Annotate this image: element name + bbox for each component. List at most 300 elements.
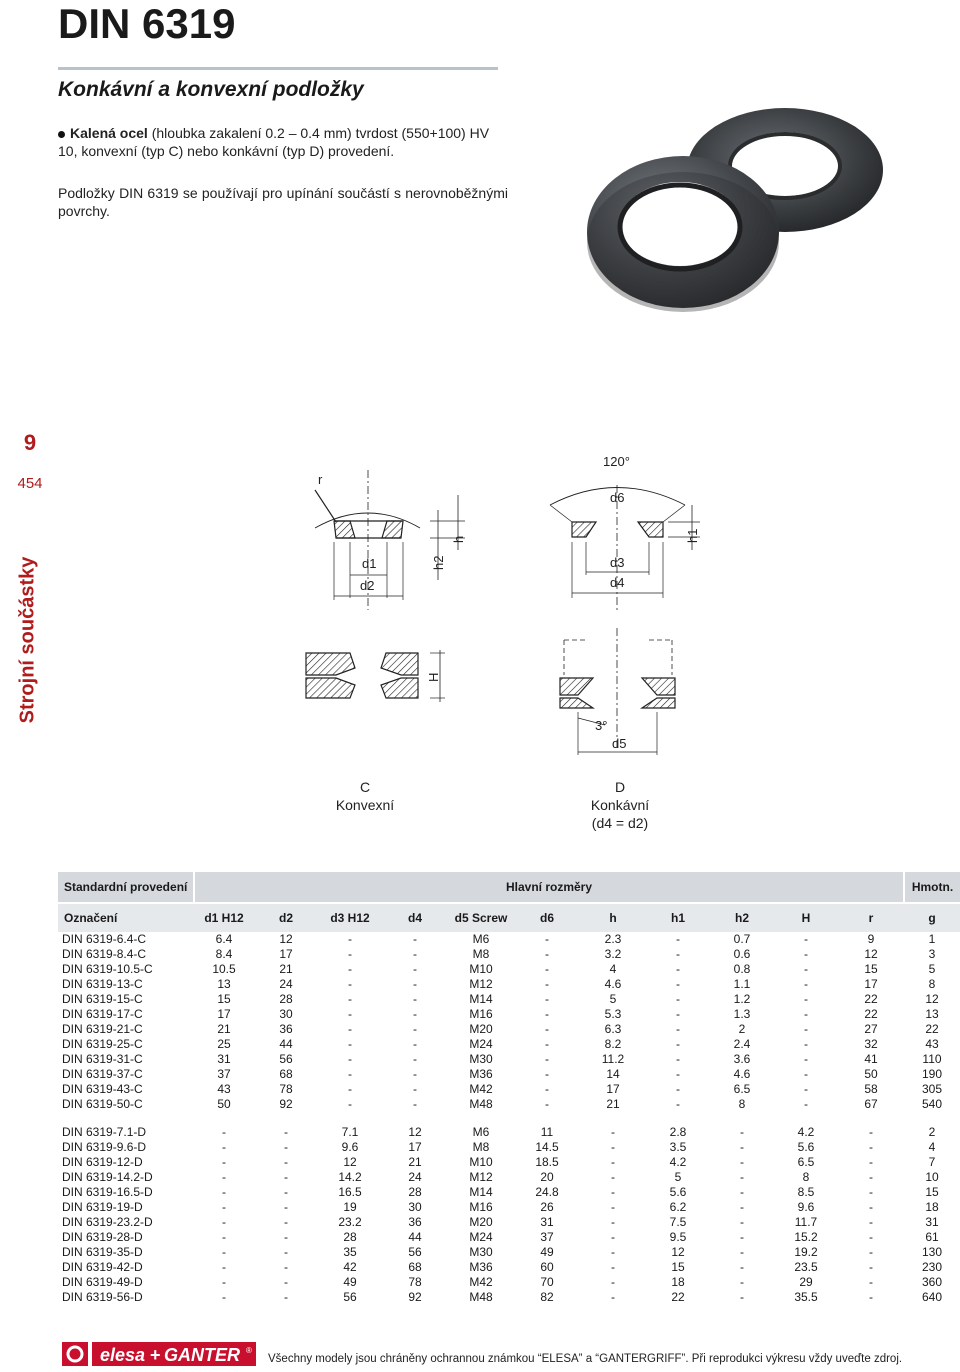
table-cell: 4.6 — [733, 1067, 751, 1081]
table-cell: - — [740, 1215, 744, 1229]
label-angle-3: 3° — [595, 718, 608, 733]
cell-designation: DIN 6319-37-C — [62, 1067, 143, 1081]
table-cell: - — [611, 1290, 615, 1304]
table-cell: 28 — [408, 1185, 422, 1199]
table-cell: - — [804, 1037, 808, 1051]
table-cell: 15 — [925, 1185, 939, 1199]
table-cell: 56 — [343, 1290, 357, 1304]
table-cell: - — [222, 1245, 226, 1259]
page-title: DIN 6319 — [58, 0, 236, 47]
table-cell: 8 — [738, 1097, 746, 1111]
label-d4: d4 — [610, 575, 625, 590]
table-cell: 56 — [279, 1052, 293, 1066]
table-cell: 10 — [925, 1170, 939, 1184]
table-cell: 11 — [540, 1125, 554, 1139]
table-row — [58, 1185, 960, 1200]
table-cell: 10.5 — [212, 962, 236, 976]
column-header: H — [774, 903, 838, 932]
table-cell: - — [545, 1097, 549, 1111]
cell-designation: DIN 6319-25-C — [62, 1037, 143, 1051]
table-cell: 12 — [864, 947, 878, 961]
column-header: d2 — [254, 903, 318, 932]
table-cell: 2.8 — [669, 1125, 687, 1139]
logo-registered: ® — [246, 1346, 252, 1355]
caption-d-note: (d4 = d2) — [591, 815, 649, 831]
label-d3: d3 — [610, 555, 625, 570]
caption-d-letter: D — [614, 779, 626, 795]
cell-designation: DIN 6319-28-D — [62, 1230, 143, 1244]
table-cell: 6.4 — [215, 932, 233, 946]
table-cell: - — [284, 1200, 288, 1214]
bullet-icon — [58, 131, 65, 138]
table-cell: - — [348, 1097, 352, 1111]
table-cell: - — [284, 1155, 288, 1169]
spec-table — [58, 872, 960, 1305]
table-cell: 60 — [540, 1260, 554, 1274]
table-cell: 6.2 — [669, 1200, 687, 1214]
table-cell: 305 — [921, 1082, 943, 1096]
table-cell: - — [740, 1140, 744, 1154]
table-cell: - — [740, 1245, 744, 1259]
table-cell: - — [222, 1230, 226, 1244]
table-cell: 21 — [217, 1022, 231, 1036]
table-cell: - — [545, 932, 549, 946]
table-cell: 9.5 — [669, 1230, 687, 1244]
table-cell: - — [869, 1215, 873, 1229]
table-cell: 360 — [921, 1275, 943, 1289]
table-cell: - — [545, 947, 549, 961]
table-cell: - — [804, 1007, 808, 1021]
table-cell: 110 — [922, 1052, 942, 1066]
table-cell: - — [804, 977, 808, 991]
table-cell: M16 — [469, 1007, 493, 1021]
table-cell: - — [804, 947, 808, 961]
table-cell: - — [804, 1097, 808, 1111]
table-cell: M24 — [469, 1037, 493, 1051]
table-cell: 640 — [921, 1290, 943, 1304]
table-cell: 24 — [279, 977, 293, 991]
label-d5: d5 — [612, 736, 627, 751]
cell-designation: DIN 6319-35-D — [62, 1245, 143, 1259]
table-cell: 12 — [671, 1245, 685, 1259]
table-cell: - — [804, 1067, 808, 1081]
table-cell: - — [869, 1200, 873, 1214]
feature-paragraph — [58, 124, 508, 160]
table-cell: 6.3 — [604, 1022, 622, 1036]
table-cell: - — [611, 1125, 615, 1139]
table-cell: 44 — [279, 1037, 293, 1051]
table-cell: 0.7 — [733, 932, 751, 946]
table-cell: - — [413, 1037, 417, 1051]
table-cell: 5.6 — [797, 1140, 815, 1154]
table-cell: 15.2 — [794, 1230, 818, 1244]
table-cell: - — [284, 1245, 288, 1259]
description-paragraph: Podložky DIN 6319 se používají pro upínání součástí s nerovnoběžnými povrchy. — [58, 185, 508, 219]
table-row — [58, 1007, 960, 1022]
table-cell: - — [611, 1185, 615, 1199]
table-cell: - — [676, 1097, 680, 1111]
cell-designation: DIN 6319-21-C — [62, 1022, 143, 1036]
label-d1: d1 — [362, 556, 377, 571]
table-cell: M12 — [469, 1170, 493, 1184]
table-cell: - — [676, 992, 680, 1006]
table-cell: 29 — [799, 1275, 813, 1289]
table-cell: 15 — [217, 992, 231, 1006]
table-cell: 2.3 — [604, 932, 622, 946]
table-cell: - — [869, 1275, 873, 1289]
feature-text: (hloubka zakalení 0.2 – 0.4 mm) tvrdost (550+100) HV 10, konvexní (typ C) nebo konkávní (typ D) provedení. — [58, 125, 490, 159]
table-cell: M30 — [469, 1245, 493, 1259]
table-row — [58, 1290, 960, 1305]
table-cell: - — [740, 1185, 744, 1199]
table-cell: M24 — [469, 1230, 493, 1244]
table-cell: - — [611, 1200, 615, 1214]
table-cell: 17 — [279, 947, 293, 961]
table-cell: - — [348, 977, 352, 991]
table-cell: 0.8 — [733, 962, 751, 976]
table-cell: - — [804, 932, 808, 946]
table-cell: 78 — [408, 1275, 422, 1289]
table-cell: 4.6 — [604, 977, 622, 991]
logo-elesa: elesa — [100, 1345, 146, 1365]
column-header: d4 — [382, 903, 448, 932]
cell-designation: DIN 6319-17-C — [62, 1007, 143, 1021]
table-cell: M36 — [469, 1260, 493, 1274]
cell-designation: DIN 6319-19-D — [62, 1200, 143, 1214]
cell-designation: DIN 6319-10.5-C — [62, 962, 153, 976]
table-cell: - — [413, 992, 417, 1006]
table-cell: - — [222, 1155, 226, 1169]
table-cell: - — [222, 1215, 226, 1229]
table-cell: 18 — [671, 1275, 685, 1289]
table-cell: M36 — [469, 1067, 493, 1081]
table-cell: - — [545, 1037, 549, 1051]
table-cell: - — [611, 1155, 615, 1169]
table-cell: M14 — [469, 992, 493, 1006]
page-subtitle: Konkávní a konvexní podložky — [58, 78, 364, 101]
table-cell: - — [740, 1170, 744, 1184]
table-cell: - — [676, 1052, 680, 1066]
table-cell: M10 — [469, 962, 493, 976]
table-cell: - — [222, 1260, 226, 1274]
table-cell: - — [348, 992, 352, 1006]
table-cell: 44 — [408, 1230, 422, 1244]
table-cell: 30 — [408, 1200, 422, 1214]
table-cell: - — [869, 1185, 873, 1199]
table-cell: 2 — [928, 1125, 936, 1139]
page-number: 454 — [17, 475, 43, 492]
table-cell: - — [740, 1155, 744, 1169]
table-cell: M14 — [469, 1185, 493, 1199]
table-row — [58, 1022, 960, 1037]
table-cell: - — [284, 1140, 288, 1154]
table-row — [58, 947, 960, 962]
table-row — [58, 1155, 960, 1170]
caption-type-c — [300, 778, 430, 814]
caption-type-d — [555, 778, 685, 832]
table-cell: 31 — [540, 1215, 554, 1229]
table-cell: M20 — [469, 1022, 493, 1036]
table-cell: - — [413, 1022, 417, 1036]
table-cell: 12 — [925, 992, 939, 1006]
table-cell: 35 — [343, 1245, 357, 1259]
table-cell: - — [348, 1067, 352, 1081]
chapter-number: 9 — [23, 430, 37, 455]
column-header: d1 H12 — [194, 903, 254, 932]
cell-designation: DIN 6319-12-D — [62, 1155, 143, 1169]
table-cell: 3.2 — [604, 947, 622, 961]
table-cell: 92 — [279, 1097, 293, 1111]
table-cell: - — [545, 992, 549, 1006]
table-cell: - — [804, 992, 808, 1006]
table-cell: 7.1 — [341, 1125, 359, 1139]
section-label: Strojní součástky — [16, 556, 39, 724]
table-cell: 23.2 — [338, 1215, 362, 1229]
table-group-header — [58, 872, 960, 903]
table-cell: 11.7 — [794, 1215, 818, 1229]
cell-designation: DIN 6319-49-D — [62, 1275, 143, 1289]
table-cell: 36 — [279, 1022, 293, 1036]
table-cell: 22 — [925, 1022, 939, 1036]
table-cell: - — [284, 1185, 288, 1199]
table-cell: 31 — [925, 1215, 939, 1229]
table-cell: 1.3 — [733, 1007, 751, 1021]
label-H: H — [426, 672, 441, 682]
column-header: h1 — [646, 903, 710, 932]
cell-designation: DIN 6319-43-C — [62, 1082, 143, 1096]
table-cell: - — [222, 1200, 226, 1214]
table-row — [58, 992, 960, 1007]
title-divider — [58, 67, 498, 70]
table-cell: - — [611, 1275, 615, 1289]
table-cell: 21 — [408, 1155, 422, 1169]
logo-plus: + — [150, 1345, 161, 1365]
label-r: r — [318, 472, 323, 487]
table-cell: 50 — [217, 1097, 231, 1111]
table-cell: 17 — [606, 1082, 620, 1096]
table-cell: 8 — [928, 977, 936, 991]
table-cell: M16 — [469, 1200, 493, 1214]
table-cell: - — [676, 962, 680, 976]
table-cell: 30 — [279, 1007, 293, 1021]
table-cell: 67 — [864, 1097, 878, 1111]
table-cell: - — [740, 1230, 744, 1244]
table-cell: - — [804, 1022, 808, 1036]
table-cell: - — [869, 1140, 873, 1154]
table-cell: 49 — [343, 1275, 357, 1289]
table-cell: - — [348, 1082, 352, 1096]
table-cell: 18.5 — [535, 1155, 559, 1169]
table-cell: 19 — [343, 1200, 357, 1214]
table-cell: - — [222, 1290, 226, 1304]
table-cell: - — [545, 1082, 549, 1096]
table-cell: 18 — [925, 1200, 939, 1214]
table-cell: M42 — [469, 1082, 493, 1096]
table-cell: 6.5 — [733, 1082, 751, 1096]
label-angle-120: 120° — [603, 454, 630, 469]
table-row — [58, 1125, 960, 1140]
table-cell: 15 — [864, 962, 878, 976]
table-cell: 43 — [925, 1037, 939, 1051]
table-cell: - — [284, 1230, 288, 1244]
table-cell: - — [284, 1125, 288, 1139]
table-cell: 3 — [928, 947, 936, 961]
table-cell: - — [413, 977, 417, 991]
table-cell: 22 — [671, 1290, 685, 1304]
table-cell: - — [413, 962, 417, 976]
table-cell: 61 — [925, 1230, 939, 1244]
table-cell: 17 — [217, 1007, 231, 1021]
table-cell: 2.4 — [733, 1037, 751, 1051]
table-cell: - — [869, 1230, 873, 1244]
table-cell: 4 — [928, 1140, 936, 1154]
table-cell: 14 — [606, 1067, 620, 1081]
cell-designation: DIN 6319-13-C — [62, 977, 143, 991]
table-cell: 37 — [217, 1067, 231, 1081]
table-cell: 14.2 — [338, 1170, 362, 1184]
table-cell: - — [348, 1007, 352, 1021]
table-cell: 23.5 — [794, 1260, 818, 1274]
label-h: h — [451, 535, 466, 543]
table-cell: M48 — [469, 1097, 493, 1111]
table-cell: 26 — [540, 1200, 554, 1214]
table-column-header — [58, 903, 960, 932]
table-cell: - — [869, 1245, 873, 1259]
table-cell: 6.5 — [797, 1155, 815, 1169]
table-cell: 70 — [540, 1275, 554, 1289]
cell-designation: DIN 6319-56-D — [62, 1290, 143, 1304]
table-cell: - — [740, 1290, 744, 1304]
table-cell: 58 — [864, 1082, 878, 1096]
table-cell: - — [284, 1275, 288, 1289]
table-cell: 13 — [217, 977, 231, 991]
table-cell: 230 — [921, 1260, 943, 1274]
table-row — [58, 1037, 960, 1052]
table-cell: - — [413, 932, 417, 946]
header-weight: Hmotn. — [904, 872, 960, 903]
table-cell: 8.5 — [797, 1185, 815, 1199]
table-cell: - — [284, 1170, 288, 1184]
table-cell: - — [545, 1022, 549, 1036]
table-cell: 13 — [925, 1007, 939, 1021]
table-cell: 3.5 — [669, 1140, 687, 1154]
table-cell: 1 — [928, 932, 936, 946]
table-row — [58, 932, 960, 947]
table-cell: 41 — [864, 1052, 878, 1066]
cell-designation: DIN 6319-15-C — [62, 992, 143, 1006]
label-d6: d6 — [610, 490, 625, 505]
table-cell: 15 — [671, 1260, 685, 1274]
table-cell: - — [348, 1022, 352, 1036]
table-cell: 5 — [609, 992, 617, 1006]
table-cell: - — [348, 932, 352, 946]
table-cell: 68 — [408, 1260, 422, 1274]
table-cell: 35.5 — [794, 1290, 818, 1304]
table-cell: - — [869, 1155, 873, 1169]
elesa-ganter-logo — [62, 1340, 258, 1368]
table-cell: M30 — [469, 1052, 493, 1066]
table-cell: - — [676, 947, 680, 961]
table-cell: - — [545, 977, 549, 991]
table-cell: - — [284, 1290, 288, 1304]
column-header: d5 Screw — [448, 903, 514, 932]
table-cell: - — [740, 1125, 744, 1139]
table-cell: - — [740, 1200, 744, 1214]
cell-designation: DIN 6319-31-C — [62, 1052, 143, 1066]
table-cell: 50 — [864, 1067, 878, 1081]
table-row — [58, 1097, 960, 1112]
table-cell: M20 — [469, 1215, 493, 1229]
header-dimensions: Hlavní rozměry — [194, 872, 904, 903]
table-cell: - — [413, 1097, 417, 1111]
table-cell: - — [413, 1052, 417, 1066]
table-cell: 14.5 — [535, 1140, 559, 1154]
table-cell: 37 — [540, 1230, 554, 1244]
table-cell: - — [676, 1037, 680, 1051]
cell-designation: DIN 6319-14.2-D — [62, 1170, 153, 1184]
table-cell: 36 — [408, 1215, 422, 1229]
table-cell: 31 — [217, 1052, 231, 1066]
table-cell: 19.2 — [794, 1245, 818, 1259]
table-cell: M6 — [472, 932, 490, 946]
table-cell: - — [804, 962, 808, 976]
table-cell: - — [545, 1007, 549, 1021]
table-cell: 42 — [343, 1260, 357, 1274]
table-cell: 32 — [864, 1037, 878, 1051]
table-row — [58, 1082, 960, 1097]
table-cell: 82 — [540, 1290, 554, 1304]
table-cell: 49 — [540, 1245, 554, 1259]
product-photo — [585, 92, 885, 332]
table-cell: - — [545, 1067, 549, 1081]
table-row — [58, 1245, 960, 1260]
table-cell: 12 — [279, 932, 293, 946]
table-cell: - — [545, 962, 549, 976]
label-h2: h2 — [431, 555, 446, 570]
table-row — [58, 962, 960, 977]
table-cell: 190 — [921, 1067, 943, 1081]
cell-designation: DIN 6319-23.2-D — [62, 1215, 153, 1229]
table-cell: 17 — [864, 977, 878, 991]
table-row — [58, 1140, 960, 1155]
table-cell: - — [869, 1170, 873, 1184]
table-cell: - — [413, 1067, 417, 1081]
technical-drawing — [260, 450, 720, 780]
column-header: r — [838, 903, 904, 932]
table-cell: - — [284, 1215, 288, 1229]
label-h1: h1 — [685, 528, 700, 543]
table-cell: - — [413, 1007, 417, 1021]
cell-designation: DIN 6319-6.4-C — [62, 932, 147, 946]
feature-material: Kalená ocel — [70, 125, 148, 141]
table-cell: - — [869, 1290, 873, 1304]
table-cell: - — [413, 947, 417, 961]
table-row — [58, 1200, 960, 1215]
table-cell: 21 — [279, 962, 293, 976]
table-cell: M8 — [472, 947, 490, 961]
table-cell: 56 — [408, 1245, 422, 1259]
table-cell: - — [676, 1007, 680, 1021]
column-header: h2 — [710, 903, 774, 932]
table-cell: - — [869, 1125, 873, 1139]
column-header: g — [904, 903, 960, 932]
table-cell: - — [545, 1052, 549, 1066]
table-row — [58, 1215, 960, 1230]
footer-trademark-note: Všechny modely jsou chráněny ochrannou známkou “ELESA” a “GANTERGRIFF”. Při reprodukci výkresu vždy uveďte zdroj. — [268, 1353, 903, 1365]
table-cell: - — [611, 1140, 615, 1154]
table-cell: 8 — [802, 1170, 810, 1184]
cell-designation: DIN 6319-9.6-D — [62, 1140, 147, 1154]
